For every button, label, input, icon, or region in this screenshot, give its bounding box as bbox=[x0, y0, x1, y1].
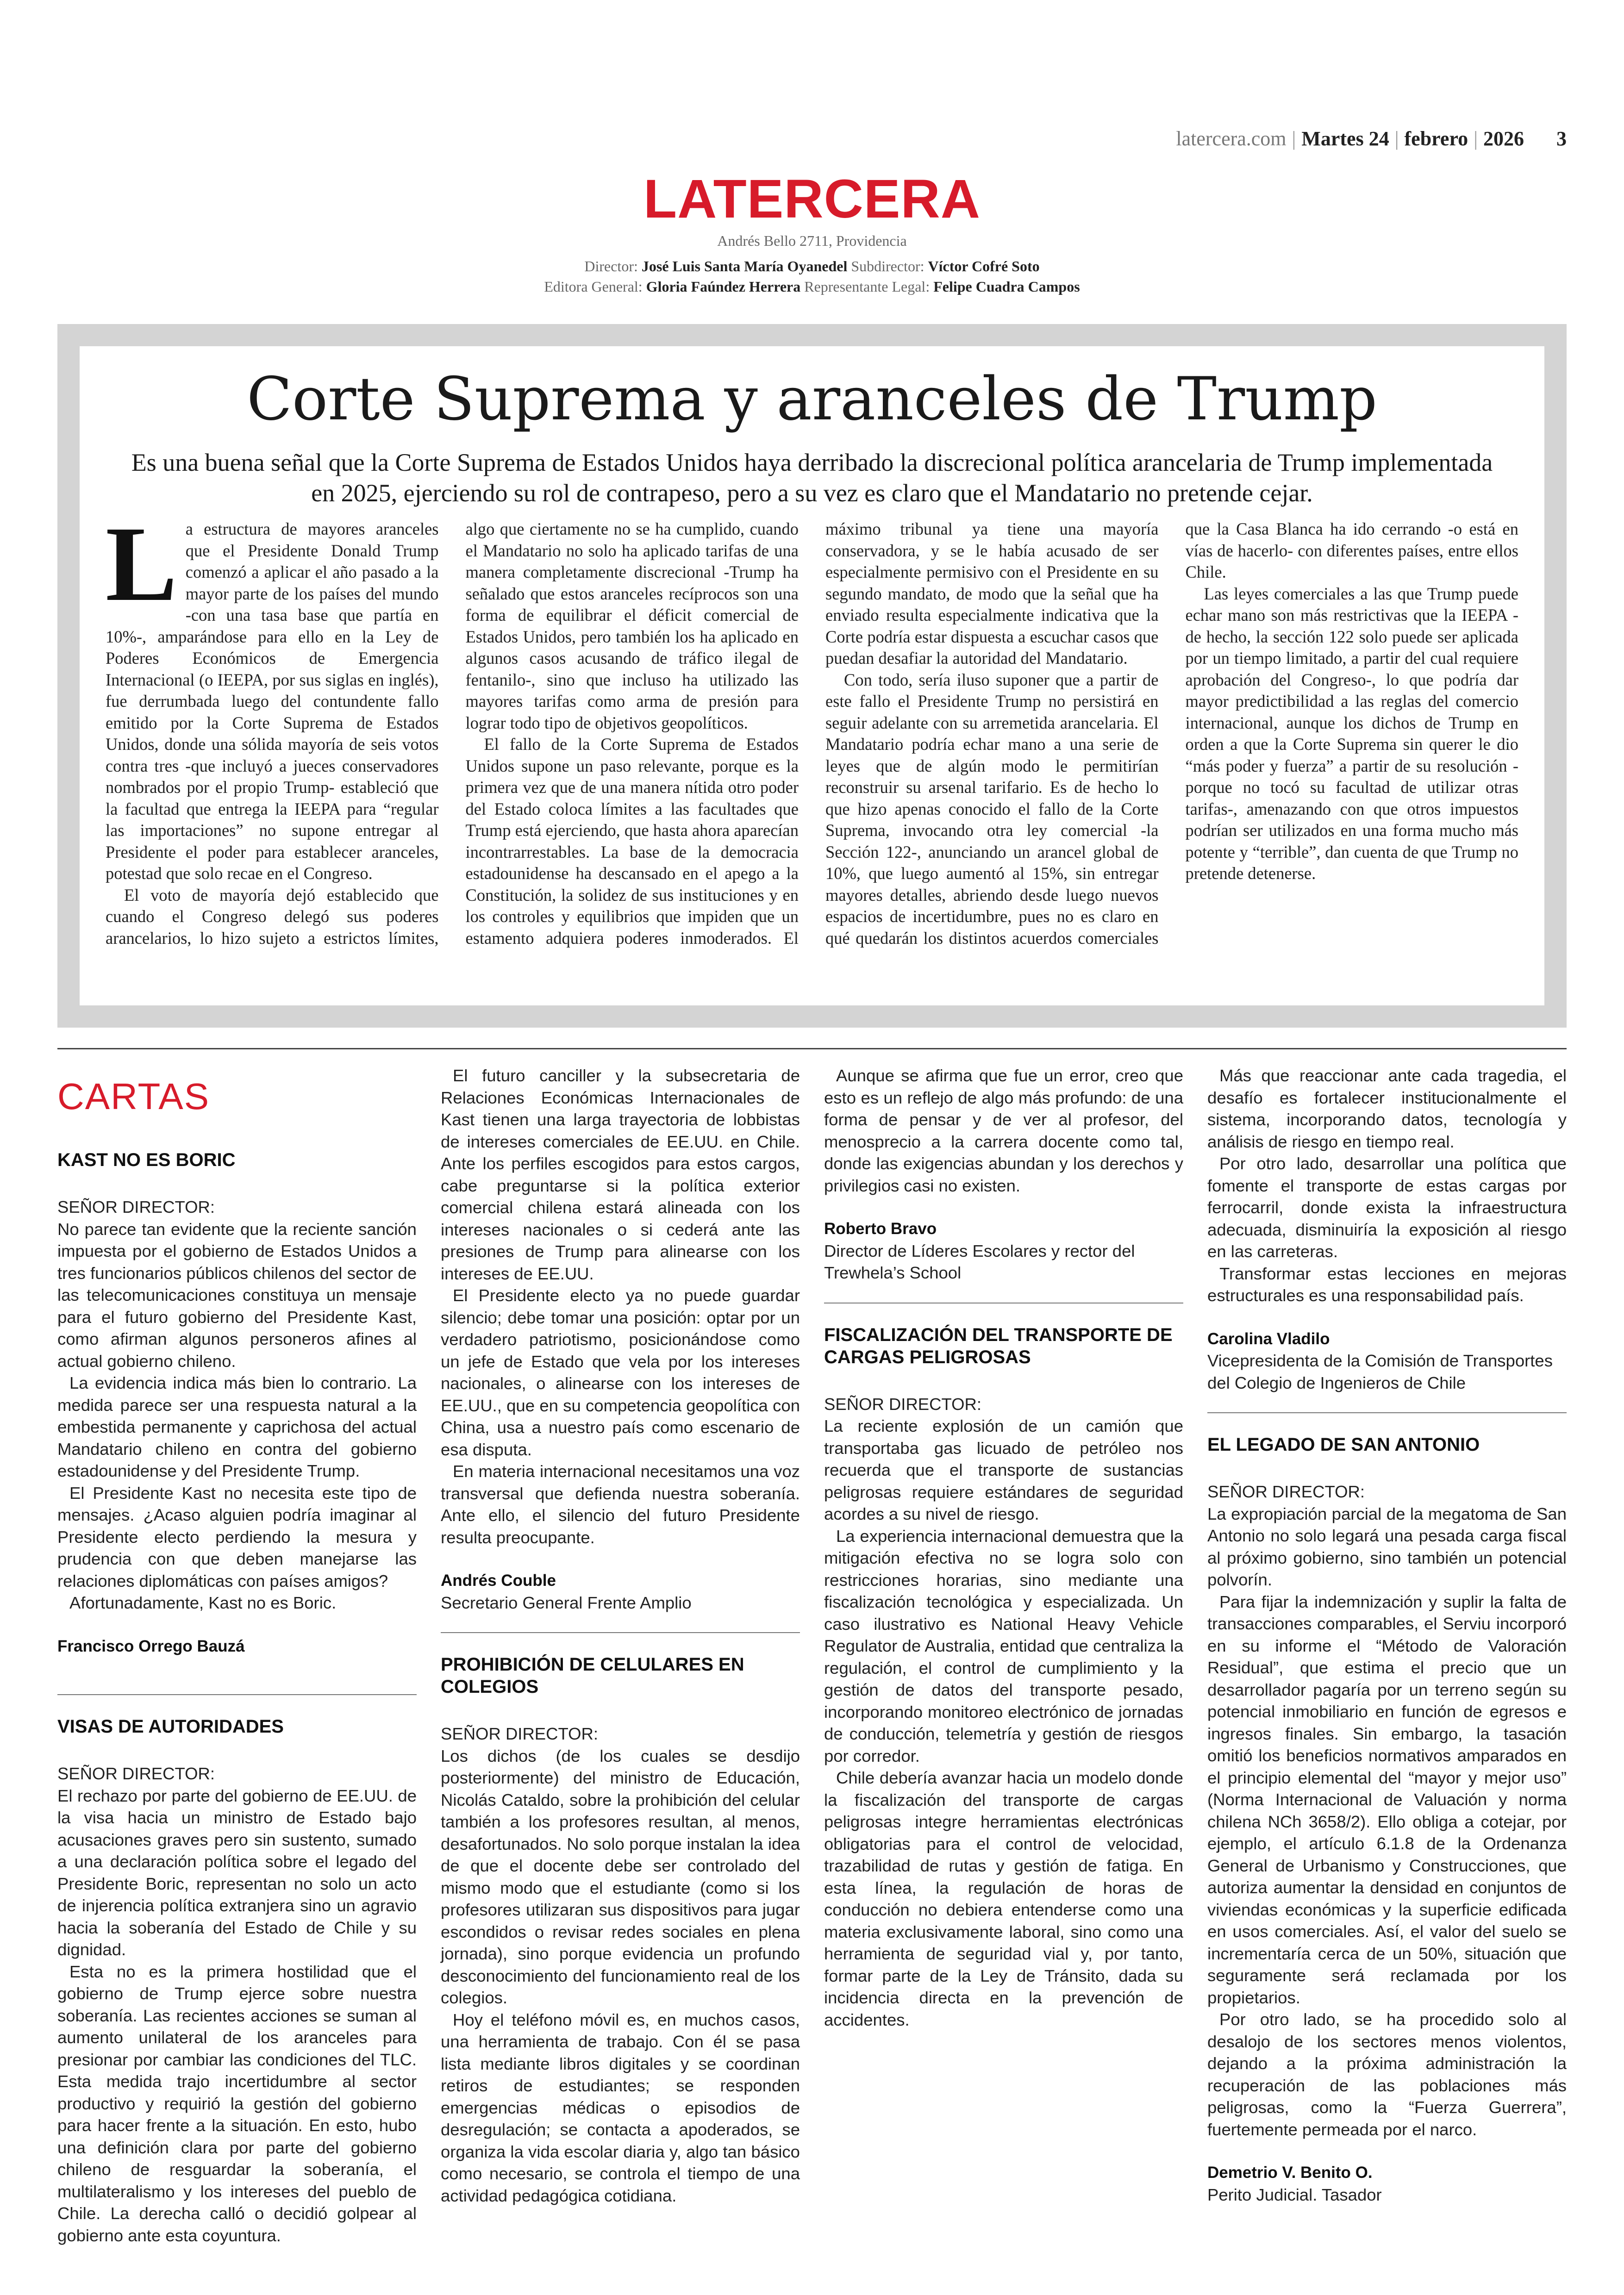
header-separator: | bbox=[1292, 127, 1296, 150]
letter-salutation: SEÑOR DIRECTOR: bbox=[824, 1394, 982, 1414]
masthead-staff bbox=[0, 256, 1624, 297]
letter-title: FISCALIZACIÓN DEL TRANSPORTE DE CARGAS PELIGROSAS bbox=[824, 1324, 1173, 1367]
letter-salutation: SEÑOR DIRECTOR: bbox=[441, 1724, 599, 1743]
editorial-deck: Es una buena señal que la Corte Suprema de Estados Unidos haya derribado la discrecional política arancelaria de Trump implementada en 2025, ejerciendo su rol de contrapeso, pero a su vez es claro que el Mandatario no pretende cejar. bbox=[131, 449, 1493, 507]
editorial-paragraph: Las leyes comerciales a las que Trump puede echar mano son más restrictivas que la IEEPA -de hecho, la sección 122 solo puede ser aplicada por un tiempo limitado, a partir del cual requiere aprobación del Congreso-, lo que podría dar mayor predictibilidad a las reglas del comercio internacional, aunque los dichos de Trump en orden a que la Corte Suprema sin querer le dio “más poder y fuerza” a partir de su resolución -porque no tocó su facultad de utilizar otras tarifas-, amenazando con que otros impuestos podrían ser utilizados en una forma mucho más potente y “terrible”, dan cuenta de que Trump no pretende detenerse. bbox=[1185, 584, 1518, 883]
header-year: 2026 bbox=[1483, 127, 1524, 150]
drop-cap: L bbox=[106, 505, 177, 624]
letter-salutation: SEÑOR DIRECTOR: bbox=[1207, 1482, 1365, 1501]
cartas-column-3 bbox=[824, 1065, 1183, 2246]
director-label: Director: bbox=[584, 258, 638, 274]
letter-signature-role: Secretario General Frente Amplio bbox=[441, 1593, 692, 1612]
letter-signature: Demetrio V. Benito O. bbox=[1207, 2164, 1373, 2182]
letter-body-continued: Más que reaccionar ante cada tragedia, el desafío es fortalecer institucionalmente el sistema, incorporando datos, tecnología y análisis de riesgo en tiempo real. Por otro lado, desarrollar una política que fomente el transporte de estas cargas por ferrocarril, donde exista la infraestructura adecuada, disminuiría la exposición al riesgo en las carreteras. Transformar estas lecciones en mejoras estructurales es una responsabilidad país. bbox=[1207, 1066, 1567, 1305]
cartas-column-4 bbox=[1207, 1065, 1567, 2246]
rep-label: Representante Legal: bbox=[804, 278, 930, 295]
newspaper-logo: LATERCERA bbox=[643, 168, 981, 230]
letter-body-continued: El futuro canciller y la subsecretaria de Relaciones Económicas Internacionales de Kast tienen una larga trayectoria de lobbistas de intereses comerciales de EE.UU. en Chile. Ante los perfiles escogidos para estos cargos, cabe preguntarse si la política exterior comercial chilena estará alineada con los intereses nacionales o si cederá ante las presiones de Trump para alinearse con los intereses de EE.UU. El Presidente electo ya no puede guardar silencio; debe tomar una posición: optar por un verdadero patriotismo, posicionándose como un jefe de Estado que vela por los intereses nacionales, o alinearse con los intereses de EE.UU., que en su competencia geopolítica con China, usa a nuestro país como escenario de esa disputa. En materia internacional necesitamos una voz transversal que defienda nuestra soberanía. Ante ello, el silencio del futuro Presidente resulta preocupante. bbox=[441, 1066, 800, 1547]
letter-title: PROHIBICIÓN DE CELULARES EN COLEGIOS bbox=[441, 1654, 744, 1697]
letter-body: SEÑOR DIRECTOR: La reciente explosión de un camión que transportaba gas licuado de petróleo nos recuerda que el transporte de sustancias peligrosas requiere estándares de seguridad acordes a su nivel de riesgo. La experiencia internacional demuestra que la mitigación efectiva no se logra solo con restricciones horarias, sino mediante una fiscalización tecnológica y especializada. Un caso ilustrativo es National Heavy Vehicle Regulator de Australia, entidad que centraliza la regulación, el control de cumplimiento y la gestión de datos del transporte pesado, incorporando monitoreo electrónico de jornadas de conducción, telemetría y gestión de riesgos por corredor. Chile debería avanzar hacia un modelo donde la fiscalización del transporte de cargas peligrosas integre herramientas electrónicas obligatorias para el control de velocidad, trazabilidad de rutas y gestión de fatiga. En esta línea, la regulación de horas de conducción no debiera entenderse como una materia exclusivamente laboral, sino como una herramienta de seguridad vial y, por tanto, formar parte de la Ley de Tránsito, dada su incidencia directa en la prevención de accidentes. bbox=[824, 1393, 1183, 2031]
header-weekday: Martes 24 bbox=[1301, 127, 1389, 150]
cartas-section-title: CARTAS bbox=[57, 1076, 210, 1117]
director-name: José Luis Santa María Oyanedel bbox=[641, 258, 848, 274]
editorial-inner bbox=[80, 346, 1544, 1005]
letter-salutation: SEÑOR DIRECTOR: bbox=[57, 1764, 215, 1783]
editorial-paragraph: El fallo de la Corte Suprema de Estados Unidos supone un paso relevante, porque es la primera vez que de una manera nítida otro poder del Estado coloca límites a las facultades que Trump está ejerciendo, que hasta ahora aparecían incontrarrestables. La base de la democracia estadounidense ha descansado en el apego a la Constitución, la solidez de sus instituciones y en los controles y equilibrios que impiden que un estamento adquiera poderes inmoderados. El máximo tribunal ya tiene una mayoría conservadora, y se le había acusado de ser especialmente permisivo con el Presidente en su segundo mandato, de modo que la señal que ha enviado resulta especialmente indicativa que la Corte podría estar dispuesta a escuchar casos que puedan desafiar la autoridad del Mandatario. bbox=[465, 519, 1159, 948]
header-month: febrero bbox=[1404, 127, 1468, 150]
masthead bbox=[0, 168, 1624, 297]
header-separator: | bbox=[1394, 127, 1399, 150]
header-separator: | bbox=[1474, 127, 1478, 150]
site-link[interactable]: latercera.com bbox=[1176, 127, 1287, 150]
subdirector-label: Subdirector: bbox=[851, 258, 924, 274]
editorial-paragraph: La estructura de mayores aranceles que el Presidente Donald Trump comenzó a aplicar el año pasado a la mayor parte de los países del mundo -con una tasa base que partía en 10%-, amparándose para ello en la Ley de Poderes Económicos de Emergencia Internacional (o IEEPA, por sus siglas en inglés), fue derrumbada luego del contundente fallo emitido por la Corte Suprema de Estados Unidos, donde una sólida mayoría de seis votos contra tres -que incluyó a jueces conservadores nombrados por el propio Trump- estableció que la facultad que entrega la IEEPA para “regular las importaciones” no supone entregar al Presidente el poder para establecer aranceles, potestad que solo recae en el Congreso. bbox=[106, 505, 439, 883]
letter-title: EL LEGADO DE SAN ANTONIO bbox=[1207, 1434, 1480, 1455]
letter-body: SEÑOR DIRECTOR: No parece tan evidente que la reciente sanción impuesta por el gobierno de Estados Unidos a tres funcionarios públicos chilenos del sector de las telecomunicaciones constituya un mensaje para el futuro gobierno del Presidente Kast, como afirman algunos personeros afines al actual gobierno chileno. La evidencia indica más bien lo contrario. La medida parece ser una respuesta natural a la embestida permanente y caprichosa del actual Mandatario chileno en contra del gobierno estadounidense y del Presidente Trump. El Presidente Kast no necesita este tipo de mensajes. ¿Acaso alguien podría imaginar al Presidente electo perdiendo la mesura y prudencia con que deben manejarse las relaciones diplomáticas con países amigos? Afortunadamente, Kast no es Boric. bbox=[57, 1196, 417, 1614]
letter-signature-role: Vicepresidenta de la Comisión de Transportes del Colegio de Ingenieros de Chile bbox=[1207, 1351, 1553, 1392]
letter-separator bbox=[57, 1694, 417, 1695]
cartas-column-2 bbox=[441, 1065, 800, 2246]
page-number: 3 bbox=[1556, 127, 1567, 150]
editora-name: Gloria Faúndez Herrera bbox=[646, 278, 801, 295]
letter-signature: Andrés Couble bbox=[441, 1572, 556, 1590]
subdirector-name: Víctor Cofré Soto bbox=[928, 258, 1040, 274]
editorial-box bbox=[57, 324, 1567, 1028]
letter-signature: Carolina Vladilo bbox=[1207, 1329, 1330, 1348]
letter-title: VISAS DE AUTORIDADES bbox=[57, 1716, 284, 1737]
letter-body: SEÑOR DIRECTOR: El rechazo por parte del gobierno de EE.UU. de la visa hacia un ministro de Estado bajo acusaciones graves pero sin sustento, sumado a una declaración política sobre el legado del Presidente Boric, representan no solo un acto de injerencia política extranjera sino un agravio hacia la soberanía del Estado de Chile y su dignidad. Esta no es la primera hostilidad que el gobierno de Trump ejerce sobre nuestra soberanía. Las recientes acciones se suman al aumento unilateral de los aranceles para presionar por cambiar las condiciones del TLC. Esta medida trajo incertidumbre al sector productivo y requirió la gestión del gobierno para hacer frente a la situación. En esto, hubo una definición clara por parte del gobierno chileno de resguardar la soberanía, el multilateralismo y los intereses del pueblo de Chile. La derecha calló o decidió golpear al gobierno ante esta coyuntura. bbox=[57, 1763, 417, 2246]
section-divider bbox=[57, 1048, 1567, 1049]
cartas-column-1 bbox=[57, 1065, 417, 2246]
masthead-address: Andrés Bello 2711, Providencia bbox=[717, 232, 907, 249]
letter-body: SEÑOR DIRECTOR: La expropiación parcial de la megatoma de San Antonio no solo legará una pesada carga fiscal al próximo gobierno, sino también un potencial polvorín. Para fijar la indemnización y suplir la falta de transacciones comparables, el Serviu incorporó en su informe el “Método de Valoración Residual”, que estima el precio que un desarrollador pagaría por un terreno según su potencial inmobiliario en función de egresos e ingresos finales. Sin embargo, la tasación omitió los beneficios normativos amparados en el principio elemental del “mayor y mejor uso” (Norma Internacional de Valuación y norma chilena NCh 3658/2). Ello obliga a cotejar, por ejemplo, el artículo 6.1.8 de la Ordenanza General de Urbanismo y Construcciones, que autoriza aumentar la densidad en conjuntos de viviendas económicas y la superficie edificada en usos comerciales. Así, el valor del suelo se incrementaría cerca de un 50%, situación que seguramente será reclamada por los propietarios. Por otro lado, se ha procedido solo al desalojo de los sectores menos violentos, dejando a la próxima administración la recuperación de las poblaciones más peligrosas, como la “Fuerza Guerrera”, fuertemente permeada por el narco. bbox=[1207, 1481, 1567, 2140]
letter-separator bbox=[1207, 1412, 1567, 1413]
letter-body-continued: Aunque se afirma que fue un error, creo que esto es un reflejo de algo más profundo: de una forma de pensar y de ver al profesor, del menosprecio a la carrera docente como tal, donde las exigencias abundan y los derechos y privilegios casi no existen. bbox=[824, 1066, 1183, 1195]
letter-body: SEÑOR DIRECTOR: Los dichos (de los cuales se desdijo posteriormente) del ministro de Educación, Nicolás Cataldo, sobre la prohibición del celular también a los profesores resultan, al menos, desafortunados. No solo porque instalan la idea de que el docente debe ser controlado del mismo modo que el estudiante (como si los profesores utilizaran sus dispositivos para jugar escondidos o revisar redes sociales en plena jornada), sino porque evidencia un profundo desconocimiento del funcionamiento real de los colegios. Hoy el teléfono móvil es, en muchos casos, una herramienta de trabajo. Con él se pasa lista mediante libros digitales y se coordinan retiros de estudiantes; se responden emergencias médicas o episodios de desregulación; se contacta a apoderados, se organiza la vida escolar diaria y, algo tan básico como necesario, se controla el tiempo de una actividad pedagógica cotidiana. bbox=[441, 1723, 800, 2207]
letter-signature-role: Perito Judicial. Tasador bbox=[1207, 2185, 1382, 2204]
letter-signature-role: Director de Líderes Escolares y rector del Trewhela’s School bbox=[824, 1241, 1135, 1282]
editorial-paragraph: El voto de mayoría dejó establecido que cuando el Congreso delegó sus poderes arancelarios, lo hizo sujeto a estrictos límites, algo que ciertamente no se ha cumplido, cuando el Mandatario no solo ha aplicado tarifas de una manera completamente discrecional -Trump ha señalado que estos aranceles recíprocos son una forma de equilibrar el déficit comercial de Estados Unidos, pero también los ha aplicado en algunos casos acusando de tráfico ilegal de fentanilo-, sino que incluso ha utilizado las mayores tarifas como arma de presión para lograr todo tipo de objetivos geopolíticos. bbox=[106, 519, 799, 948]
rep-name: Felipe Cuadra Campos bbox=[933, 278, 1080, 295]
cartas-section bbox=[57, 1065, 1567, 2245]
editorial-body bbox=[106, 505, 1518, 981]
letter-signature: Francisco Orrego Bauzá bbox=[57, 1637, 245, 1655]
letter-signature: Roberto Bravo bbox=[824, 1220, 937, 1238]
editora-label: Editora General: bbox=[544, 278, 643, 295]
page-header-meta bbox=[918, 122, 1567, 155]
letter-salutation: SEÑOR DIRECTOR: bbox=[57, 1197, 215, 1216]
letter-title: KAST NO ES BORIC bbox=[57, 1150, 236, 1170]
editorial-paragraph: Con todo, sería iluso suponer que a partir de este fallo el Presidente Trump no persistirá en seguir adelante con su arremetida arancelaria. El Mandatario podría echar mano a una serie de leyes que de algún modo le permitirían reconstruir su arsenal tarifario. Es de hecho lo que hizo apenas conocido el fallo de la Corte Suprema, invocando otra ley comercial -la Sección 122-, anunciando un arancel global de 10%, que luego aumentó al 15%, sin entregar mayores detalles, abriendo desde luego nuevos espacios de incertidumbre, pues no es claro en qué quedarán los distintos acuerdos comerciales que la Casa Blanca ha ido cerrando -o está en vías de hacerlo- con diferentes países, entre ellos Chile. bbox=[825, 519, 1518, 948]
editorial-title: Corte Suprema y aranceles de Trump bbox=[247, 365, 1377, 434]
letter-separator bbox=[441, 1632, 800, 1633]
